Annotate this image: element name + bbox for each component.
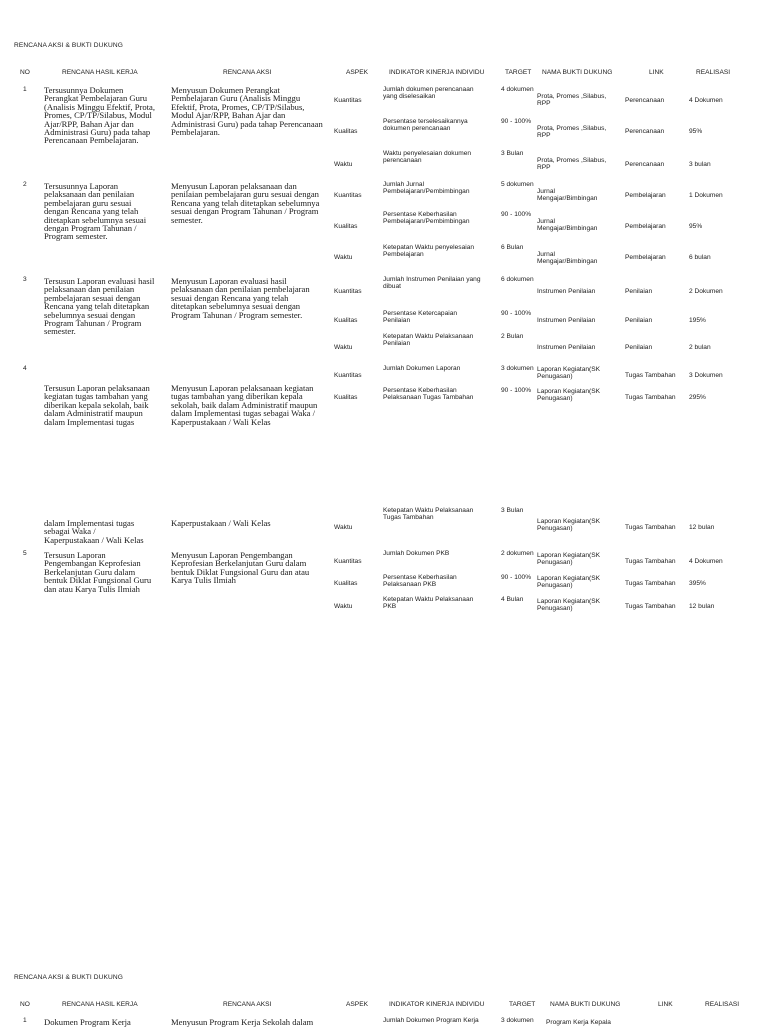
indikator-cell: Ketepatan Waktu Pelaksanaan Tugas Tambahan [383, 507, 474, 522]
rencana-hasil-kerja-cell: Tersusunnya Dokumen Perangkat Pembelajaran Guru (Analisis Minggu Efektif, Prota, Promes, CP/TP/Silabus, Modul Ajar/RPP, Bahan Ajar dan Administrasi Guru) pada tahap Perencanaan Pembelajaran. [44, 85, 155, 146]
realisasi-cell: 195% [689, 317, 706, 324]
header-target: TARGET [505, 69, 532, 76]
bukti-dukung-cell: Jurnal Mengajar/Bimbingan [537, 251, 598, 266]
target-cell: 4 Bulan [501, 596, 524, 603]
bukti-dukung-cell: Instrumen Penilaian [537, 317, 596, 324]
header-rencana-aksi: RENCANA AKSI [223, 1001, 272, 1008]
realisasi-cell: 4 Dokumen [689, 97, 723, 104]
rencana-aksi-cell: Menyusun Laporan evaluasi hasil pelaksanaan dan penilaian pembelajaran sesuai dengan Rencana yang telah ditetapkan sebelumnya sesuai dengan Program Tahunan / Program semester. [171, 276, 310, 320]
indikator-cell: Jumlah Instrumen Penilaian yang dibuat [383, 276, 481, 291]
target-cell: 6 dokumen [501, 276, 534, 283]
aspek-cell: Kuantitas [334, 192, 362, 199]
link-cell[interactable]: Tugas Tambahan [625, 603, 676, 610]
header-link: LINK [649, 69, 664, 76]
header-aspek: ASPEK [346, 1001, 368, 1008]
row-number: 3 [23, 276, 27, 283]
bukti-dukung-cell: Jurnal Mengajar/Bimbingan [537, 218, 598, 233]
bukti-dukung-cell: Program Kerja Kepala [546, 1019, 611, 1026]
target-cell: 2 dokumen [501, 550, 534, 557]
indikator-cell: Ketepatan Waktu penyelesaian Pembelajaran [383, 244, 475, 259]
rhk-clip [44, 366, 172, 427]
bukti-dukung-cell: Instrumen Penilaian [537, 288, 596, 295]
header-aspek: ASPEK [346, 69, 368, 76]
indikator-cell: Waktu penyelesaian dokumen perencanaan [383, 150, 472, 165]
link-cell[interactable]: Perencanaan [625, 128, 665, 135]
realisasi-cell: 6 bulan [689, 254, 711, 261]
realisasi-cell: 395% [689, 580, 706, 587]
indikator-cell: Jumlah Dokumen Program Kerja [383, 1017, 479, 1024]
aspek-cell: Waktu [334, 524, 353, 531]
target-cell: 2 Bulan [501, 333, 524, 340]
aspek-cell: Kualitas [334, 317, 358, 324]
header-indikator-kinerja: INDIKATOR KINERJA INDIVIDU [389, 69, 485, 76]
header-rencana-aksi: RENCANA AKSI [223, 69, 272, 76]
rencana-hasil-kerja-cell: Tersusun Laporan pelaksanaan kegiatan tugas tambahan yang diberikan kepala sekolah, baik dalam Administratif maupun dalam Implementasi tugas [44, 383, 150, 427]
header-target: TARGET [509, 1001, 536, 1008]
bukti-dukung-cell: Jurnal Mengajar/Bimbingan [537, 188, 598, 203]
row-number: 2 [23, 181, 27, 188]
indikator-cell: Persentase Keberhasilan Pembelajaran/Pembimbingan [383, 211, 470, 226]
target-cell: 3 dokumen [501, 1017, 534, 1024]
realisasi-cell: 95% [689, 128, 703, 135]
rencana-aksi-cell: Menyusun Dokumen Perangkat Pembelajaran Guru (Analisis Minggu Efektif, Prota, Promes, CP/TP/Silabus, Modul Ajar/RPP, Bahan Ajar dan Administrasi Guru) pada tahap Perencanaan Pembelajaran. [171, 85, 323, 138]
link-cell[interactable]: Tugas Tambahan [625, 580, 676, 587]
header-rencana-hasil-kerja: RENCANA HASIL KERJA [62, 69, 138, 76]
aspek-cell: Kualitas [334, 223, 358, 230]
indikator-cell: Persentase Keberhasilan Pelaksanaan PKB [383, 574, 457, 589]
link-cell[interactable]: Tugas Tambahan [625, 558, 676, 565]
rencana-aksi-cell: Menyusun Laporan pelaksanaan dan penilaian pembelajaran guru sesuai dengan Rencana yang telah ditetapkan sebelumnya sesuai dengan Program Tahunan / Program semester. [171, 181, 320, 225]
link-cell[interactable]: Pembelajaran [625, 223, 666, 230]
bukti-dukung-cell: Prota, Promes ,Silabus, RPP [537, 157, 607, 172]
header-nama-bukti-dukung: NAMA BUKTI DUKUNG [550, 1001, 621, 1008]
header-realisasi: REALISASI [696, 69, 731, 76]
indikator-cell: Ketepatan Waktu Pelaksanaan PKB [383, 596, 474, 611]
row-number: 1 [23, 1017, 27, 1024]
target-cell: 4 dokumen [501, 86, 534, 93]
target-cell: 6 Bulan [501, 244, 524, 251]
target-cell: 90 - 100% [501, 310, 532, 317]
indikator-cell: Jumlah Dokumen PKB [383, 550, 450, 557]
rencana-hasil-kerja-cell: Tersusun Laporan evaluasi hasil pelaksanaan dan penilaian pembelajaran sesuai dengan Rencana yang telah ditetapkan sebelumnya sesuai dengan Program Tahunan / Program semester. [44, 276, 155, 337]
rencana-aksi-cell: Menyusun Program Kerja Sekolah dalam [171, 1017, 314, 1027]
indikator-cell: Persentase Keberhasilan Pelaksanaan Tugas Tambahan [383, 387, 474, 402]
header-link: LINK [658, 1001, 673, 1008]
aspek-cell: Waktu [334, 344, 353, 351]
continued-ra-clip [171, 504, 333, 528]
bukti-dukung-cell: Laporan Kegiatan(SK Penugasan) [537, 388, 601, 403]
bukti-dukung-cell: Laporan Kegiatan(SK Penugasan) [537, 518, 601, 533]
realisasi-cell: 3 Dokumen [689, 372, 723, 379]
target-cell: 3 dokumen [501, 365, 534, 372]
bukti-dukung-cell: Laporan Kegiatan(SK Penugasan) [537, 575, 601, 590]
link-cell[interactable]: Tugas Tambahan [625, 524, 676, 531]
bukti-dukung-cell: Laporan Kegiatan(SK Penugasan) [537, 552, 601, 567]
target-cell: 3 Bulan [501, 507, 524, 514]
rencana-aksi-cell: Menyusun Laporan Pengembangan Keprofesian Berkelanjutan Guru dalam bentuk Diklat Fungsional Guru dan atau Karya Tulis Ilmiah [171, 550, 310, 586]
realisasi-cell: 295% [689, 394, 706, 401]
aspek-cell: Kuantitas [334, 97, 362, 104]
rencana-aksi-continued: Kaperpustakaan / Wali Kelas [171, 518, 271, 528]
realisasi-cell: 95% [689, 223, 703, 230]
link-cell[interactable]: Pembelajaran [625, 192, 666, 199]
target-cell: 90 - 100% [501, 211, 532, 218]
link-cell[interactable]: Penilaian [625, 317, 653, 324]
row-number: 5 [23, 550, 27, 557]
rencana-hasil-kerja-cell: Tersusun Laporan Pengembangan Keprofesian Berkelanjutan Guru dalam bentuk Diklat Fungsional Guru dan atau Karya Tulis Ilmiah [44, 550, 152, 594]
header-indikator-kinerja: INDIKATOR KINERJA INDIVIDU [389, 1001, 485, 1008]
page-3-title: RENCANA AKSI & BUKTI DUKUNG [14, 974, 123, 981]
bukti-dukung-cell: Prota, Promes ,Silabus, RPP [537, 93, 607, 108]
indikator-cell: Persentase Ketercapaian Penilaian [383, 310, 458, 325]
rencana-hasil-kerja-cell: Dokumen Program Kerja [44, 1017, 131, 1027]
link-cell[interactable]: Perencanaan [625, 161, 665, 168]
bukti-dukung-cell: Laporan Kegiatan(SK Penugasan) [537, 366, 601, 381]
page-1-title: RENCANA AKSI & BUKTI DUKUNG [14, 42, 123, 49]
row-number: 4 [23, 365, 27, 372]
indikator-cell: Jumlah Dokumen Laporan [383, 365, 461, 372]
header-realisasi: REALISASI [705, 1001, 740, 1008]
link-cell[interactable]: Penilaian [625, 344, 653, 351]
ra-clip [171, 366, 333, 427]
rencana-aksi-cell: Menyusun Laporan pelaksanaan kegiatan tugas tambahan yang diberikan kepala sekolah, baik dalam Administratif maupun dalam Implementasi tugas sebagai Waka / Kaperpustakaan / Wali Kelas [171, 383, 318, 427]
header-nama-bukti-dukung: NAMA BUKTI DUKUNG [542, 69, 613, 76]
aspek-cell: Kualitas [334, 394, 358, 401]
aspek-cell: Kualitas [334, 580, 358, 587]
target-cell: 3 Bulan [501, 150, 524, 157]
target-cell: 90 - 100% [501, 574, 532, 581]
link-cell[interactable]: Perencanaan [625, 97, 665, 104]
bukti-dukung-cell: Prota, Promes ,Silabus, RPP [537, 125, 607, 140]
indikator-cell: Jumlah dokumen perencanaan yang diselesaikan [383, 86, 474, 101]
target-cell: 90 - 100% [501, 387, 532, 394]
aspek-cell: Waktu [334, 161, 353, 168]
aspek-cell: Waktu [334, 603, 353, 610]
link-cell[interactable]: Penilaian [625, 288, 653, 295]
link-cell[interactable]: Tugas Tambahan [625, 372, 676, 379]
link-cell[interactable]: Tugas Tambahan [625, 394, 676, 401]
indikator-cell: Jumlah Jurnal Pembelajaran/Pembimbingan [383, 181, 470, 196]
aspek-cell: Kuantitas [334, 372, 362, 379]
link-cell[interactable]: Pembelajaran [625, 254, 666, 261]
header-no: NO [20, 1001, 30, 1008]
row-number: 1 [23, 86, 27, 93]
realisasi-cell: 2 bulan [689, 344, 711, 351]
realisasi-cell: 12 bulan [689, 524, 715, 531]
realisasi-cell: 4 Dokumen [689, 558, 723, 565]
header-rencana-hasil-kerja: RENCANA HASIL KERJA [62, 1001, 138, 1008]
aspek-cell: Kualitas [334, 128, 358, 135]
realisasi-cell: 3 bulan [689, 161, 711, 168]
indikator-cell: Ketepatan Waktu Pelaksanaan Penilaian [383, 333, 474, 348]
rencana-hasil-kerja-cell: Tersusunnya Laporan pelaksanaan dan penilaian pembelajaran guru sesuai dengan Rencana yang telah ditetapkan sebelumnya sesuai dengan Program Tahunan / Program semester. [44, 181, 147, 242]
header-no: NO [20, 69, 30, 76]
realisasi-cell: 1 Dokumen [689, 192, 723, 199]
realisasi-cell: 12 bulan [689, 603, 715, 610]
aspek-cell: Waktu [334, 254, 353, 261]
indikator-cell: Persentase terselesaikannya dokumen perencanaan [383, 118, 468, 133]
aspek-cell: Kuantitas [334, 558, 362, 565]
bukti-dukung-cell: Instrumen Penilaian [537, 344, 596, 351]
realisasi-cell: 2 Dokumen [689, 288, 723, 295]
aspek-cell: Kuantitas [334, 288, 362, 295]
rencana-hasil-kerja-continued: dalam Implementasi tugas sebagai Waka / Kaperpustakaan / Wali Kelas [44, 518, 144, 545]
bukti-dukung-cell: Laporan Kegiatan(SK Penugasan) [537, 598, 601, 613]
target-cell: 5 dokumen [501, 181, 534, 188]
target-cell: 90 - 100% [501, 118, 532, 125]
